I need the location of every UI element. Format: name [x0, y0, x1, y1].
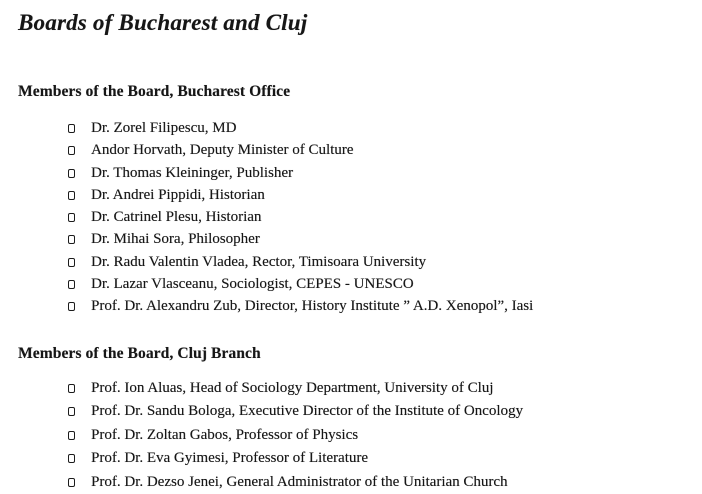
square-bullet-icon [68, 235, 75, 244]
square-bullet-icon [68, 213, 75, 222]
list-item-text: Prof. Dr. Zoltan Gabos, Professor of Physics [91, 426, 359, 443]
list-item-text: Prof. Dr. Sandu Bologa, Executive Director of the Institute of Oncology [91, 403, 523, 420]
list-item-text: Dr. Lazar Vlasceanu, Sociologist, CEPES - UNESCO [91, 276, 414, 293]
list-item-text: Dr. Catrinel Plesu, Historian [91, 209, 262, 226]
section-heading-cluj: Members of the Board, Cluj Branch [18, 344, 261, 362]
list-item-text: Prof. Ion Aluas, Head of Sociology Department, University of Cluj [91, 379, 494, 396]
document-title: Boards of Bucharest and Cluj [18, 10, 308, 35]
bucharest-board-list [68, 117, 702, 318]
list-item [68, 471, 702, 494]
list-item [68, 377, 702, 401]
square-bullet-icon [68, 191, 75, 200]
list-item-text: Prof. Dr. Dezso Jenei, General Administrator of the Unitarian Church [91, 473, 508, 490]
list-item [68, 184, 702, 206]
list-item-text: Dr. Radu Valentin Vladea, Rector, Timisoara University [91, 253, 427, 270]
square-bullet-icon [68, 258, 75, 267]
list-item-text: Dr. Zorel Filipescu, MD [91, 120, 237, 136]
list-item [68, 228, 702, 250]
list-item [68, 424, 702, 448]
list-item [68, 295, 702, 317]
square-bullet-icon [68, 302, 75, 311]
square-bullet-icon [68, 407, 75, 416]
square-bullet-icon [68, 146, 75, 155]
square-bullet-icon [68, 280, 75, 289]
list-item-text: Andor Horvath, Deputy Minister of Culture [91, 142, 354, 159]
square-bullet-icon [68, 169, 75, 178]
section-heading-bucharest: Members of the Board, Bucharest Office [18, 83, 291, 100]
list-item [68, 273, 702, 295]
list-item-text: Prof. Dr. Eva Gyimesi, Professor of Literature [91, 450, 369, 467]
cluj-board-list [68, 377, 702, 494]
list-item [68, 162, 702, 184]
list-item [68, 251, 702, 273]
square-bullet-icon [68, 431, 75, 440]
list-item [68, 447, 702, 471]
list-item [68, 400, 702, 424]
square-bullet-icon [68, 124, 75, 133]
square-bullet-icon [68, 478, 75, 487]
list-item-text: Dr. Andrei Pippidi, Historian [91, 186, 265, 203]
list-item-text: Dr. Mihai Sora, Philosopher [91, 231, 260, 248]
list-item [68, 117, 702, 139]
list-item-text: Prof. Dr. Alexandru Zub, Director, History Institute ” A.D. Xenopol”, Iasi [91, 298, 534, 315]
list-item-text: Dr. Thomas Kleininger, Publisher [91, 164, 294, 181]
list-item [68, 206, 702, 228]
square-bullet-icon [68, 454, 75, 463]
list-item [68, 139, 702, 161]
square-bullet-icon [68, 384, 75, 393]
